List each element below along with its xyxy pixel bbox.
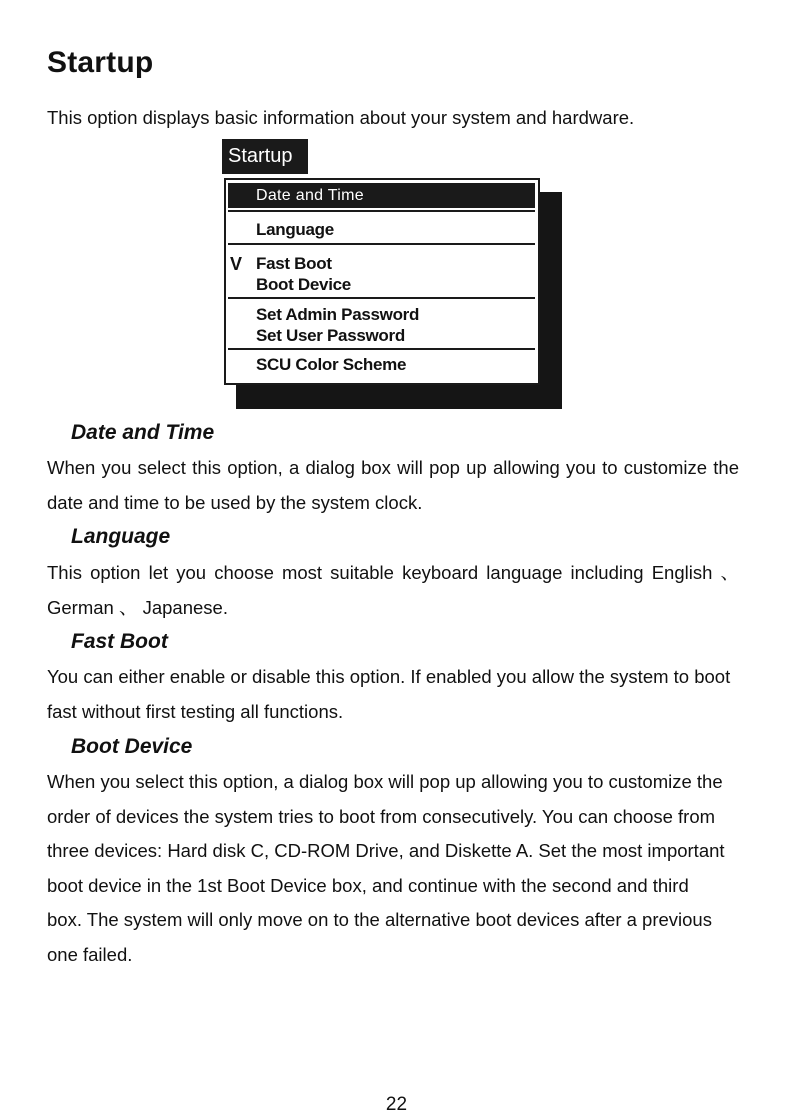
menu-item-language[interactable]: Language <box>256 220 334 239</box>
menu-item-fast-boot[interactable]: Fast Boot <box>256 254 332 273</box>
section-body-date-and-time: When you select this option, a dialog box will pop up allowing you to customize the date and time to be used by the system clock. <box>47 457 739 513</box>
menu-item-set-admin-password[interactable]: Set Admin Password <box>256 305 420 324</box>
page-title: Startup <box>47 46 154 79</box>
menu-divider <box>228 243 535 245</box>
menu-tab-startup[interactable]: Startup <box>222 139 308 174</box>
check-mark-icon: V <box>230 254 243 274</box>
menu-item-date-and-time[interactable]: Date and Time <box>228 183 535 208</box>
section-body-language: This option let you choose most suitable keyboard language including English 、 German 、 Japanese. <box>47 562 739 618</box>
section-heading-date-and-time: Date and Time <box>71 421 215 444</box>
menu-item-set-user-password[interactable]: Set User Password <box>256 326 405 345</box>
menu-divider <box>228 210 535 212</box>
menu-item-scu-color-scheme[interactable]: SCU Color Scheme <box>256 355 407 374</box>
menu-item-boot-device[interactable]: Boot Device <box>256 275 351 294</box>
section-heading-language: Language <box>71 525 171 548</box>
section-heading-boot-device: Boot Device <box>71 735 193 758</box>
page-number: 22 <box>385 1094 408 1115</box>
menu-divider <box>228 297 535 299</box>
section-body-boot-device: When you select this option, a dialog box will pop up allowing you to customize the order of devices the system tries to boot from consecutively. You can choose from three devices: Hard disk C, CD-ROM Drive, and Diskette A. Set the most important boot device in the 1st Boot Device box, and continue with the second and third box. The system will only move on to the alternative boot devices after a previous one failed. <box>47 771 725 965</box>
section-heading-fast-boot: Fast Boot <box>71 630 168 653</box>
menu-divider <box>228 348 535 350</box>
startup-menu <box>224 178 540 385</box>
intro-text: This option displays basic information about your system and hardware. <box>47 107 635 128</box>
section-body-fast-boot: You can either enable or disable this option. If enabled you allow the system to boot fast without first testing all functions. <box>47 666 731 722</box>
